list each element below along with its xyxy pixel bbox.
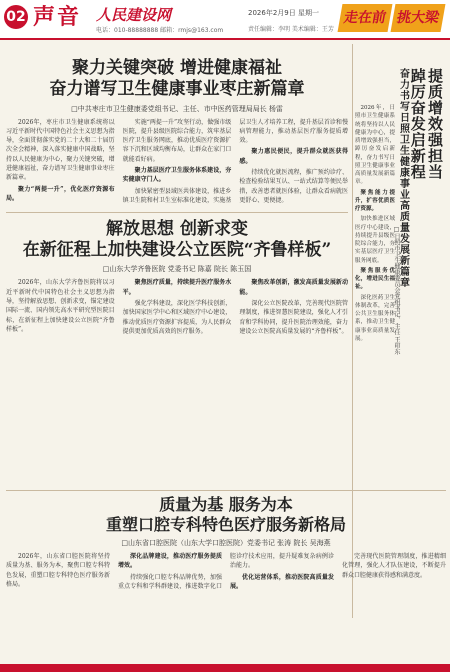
article-4-title-line-3: 奋力书写日照卫生健康事业高质量发展新篇章	[397, 68, 409, 288]
article-4-paragraph: 深化医药卫生体制改革，完善公共卫生服务体系，推动卫生健康事业高质量发展。	[355, 294, 395, 342]
section-title: 声音	[33, 4, 82, 30]
article-1-subheading: 聚力基层医疗卫生服务体系建设，夯实健康守门人。	[122, 166, 232, 184]
article-1-title-line-1: 聚力关键突破 增进健康福祉	[72, 58, 282, 78]
editor-info: 责任编辑：李明 美术编辑：王芳	[248, 26, 334, 33]
article-2-body	[6, 278, 348, 337]
article-1-byline: □中共枣庄市卫生健康委党组书记、主任、市中医药管理局局长 杨雷	[71, 104, 283, 113]
article-1-paragraph: 加快紧密型县域医共体建设，推进乡镇卫生院和村卫生室标准化建设，实施基层卫生人才培养工程，提升基层首诊和慢病管理能力，推动基层医疗服务提质增效。	[122, 118, 348, 204]
article-3-title-line-2: 重塑口腔专科特色医疗服务新格局	[105, 515, 346, 534]
article-2-title-line-1: 解放思想 创新求变	[106, 218, 248, 239]
brand-logo: 人民建设网	[96, 6, 172, 24]
article-dental	[6, 490, 446, 591]
footer-bar	[0, 664, 450, 672]
divider	[6, 490, 446, 491]
article-2-subheading: 聚焦改革创新，激发高质量发展新动能。	[239, 279, 348, 296]
article-3-subheading: 深化品牌建设，推动医疗服务提质增效。	[118, 553, 222, 570]
article-1-subheading: 聚力“两提一升”，优化医疗资源布局。	[6, 185, 115, 202]
article-3-title-line-1: 质量为基 服务为本	[159, 495, 293, 514]
article-4-paragraph: 加快推进区域医疗中心建设，持续提升县级医院综合能力，夯实基层医疗卫生服务网底。	[355, 216, 395, 264]
article-1-body	[6, 118, 348, 206]
article-1-paragraph: 实施“两提一升”攻坚行动，做强市级医院，提升县级医院综合能力，筑牢基层医疗卫生服务网底，推动优质医疗资源扩容下沉和区域均衡布局，让群众在家门口就能看好病。	[122, 118, 232, 163]
article-2-paragraph: 强化学科建设，深化医学科技创新，加快国家医学中心和区域医疗中心建设，推动优质医疗资源扩容提质，为人民群众提供更加优质高效的医疗服务。	[122, 299, 232, 335]
article-zaozhuang	[6, 58, 348, 206]
article-1-title-line-2: 奋力谱写卫生健康事业枣庄新篇章	[49, 79, 305, 100]
article-2-paragraph: 深化公立医院改革，完善现代医院管理制度，推进智慧医院建设，强化人才引育和学科协同，提升医院治理效能，奋力建设公立医院高质量发展的“齐鲁样板”。	[239, 299, 348, 335]
article-3-paragraph: 完善现代医院管理制度，推进精细化管理，强化人才队伍建设，不断提升群众口腔健康获得感和满意度。	[342, 553, 446, 579]
slogan-part-1: 走在前	[338, 4, 393, 32]
article-1-subheading: 聚力惠民便民，提升群众就医获得感。	[239, 148, 348, 165]
article-3-byline: □山东省口腔医院（山东大学口腔医院）党委书记 张涛 院长 吴海燕	[121, 539, 331, 547]
article-3-subheading: 优化运营体系，推动医院高质量发展。	[230, 573, 334, 590]
article-3-body	[6, 552, 446, 591]
article-4-paragraph: 2026年，日照市卫生健康系统将坚持以人民健康为中心，提质增效强担当，踔厉奋发启新程，奋力书写日照卫生健康事业高质量发展新篇章。	[355, 105, 395, 186]
article-4-subheading: 聚焦服务优化，增进民生福祉。	[355, 267, 395, 291]
article-1-paragraph: 持续优化就医流程，推广预约诊疗、检查检验结果互认、一站式结算等便民举措，改善患者就医体验，让群众看病就医更舒心、更便捷。	[239, 168, 348, 204]
divider	[6, 212, 348, 213]
article-2-paragraph: 2026年，山东大学齐鲁医院将以习近平新时代中国特色社会主义思想为指导，坚持解放思想、创新求变，锚定建设国际一流、国内领先高水平研究型医院目标，在新征程上加快建设公立医院“齐鲁样板”。	[6, 279, 115, 333]
article-4-title-line-1: 提质增效强担当	[426, 68, 444, 180]
article-2-title-line-2: 在新征程上加快建设公立医院“齐鲁样板”	[22, 240, 332, 261]
article-qilu	[6, 219, 348, 338]
issue-date: 2026年2月9日 星期一	[248, 9, 319, 17]
left-column	[6, 44, 348, 337]
article-2-subheading: 聚焦医疗质量，持续提升医疗服务水平。	[122, 279, 232, 296]
article-4-body	[355, 104, 395, 345]
article-4-byline: □日照市卫生健康委员会党组书记、主任 王印东	[393, 226, 400, 355]
page-number-badge: 02	[4, 5, 28, 29]
contact-info: 电话：010-88888888 邮箱：rmjs@163.com	[96, 27, 224, 34]
article-4-subheading: 聚焦能力提升，扩容优质医疗资源。	[355, 189, 395, 212]
article-3-paragraph: 持续强化口腔专科品牌优势，加强重点专科和学科群建设，推进数字化口腔诊疗技术应用，提升疑难复杂病例诊治能力。	[118, 553, 334, 590]
article-4-title-line-2: 踔厉奋发启新程	[408, 68, 427, 180]
article-4-title	[397, 68, 443, 428]
article-3-paragraph: 2026年，山东省口腔医院将坚持质量为基、服务为本，聚焦口腔专科特色发展，重塑口腔专科特色医疗服务新格局。	[6, 553, 110, 588]
article-2-byline: □山东大学齐鲁医院 党委书记 陈嘉 院长 陈玉国	[102, 265, 252, 274]
slogan-part-2: 挑大梁	[391, 4, 446, 32]
article-1-paragraph: 2026年，枣庄市卫生健康系统将以习近平新时代中国特色社会主义思想为指导，全面贯彻落实党的二十大和二十届历次全会精神，深入落实健康中国战略，坚持以人民健康为中心，聚力关键突破，增进健康福祉，奋力谱写卫生健康事业枣庄新篇章。	[6, 118, 115, 182]
slogan-banner	[340, 4, 443, 32]
masthead	[0, 0, 450, 40]
